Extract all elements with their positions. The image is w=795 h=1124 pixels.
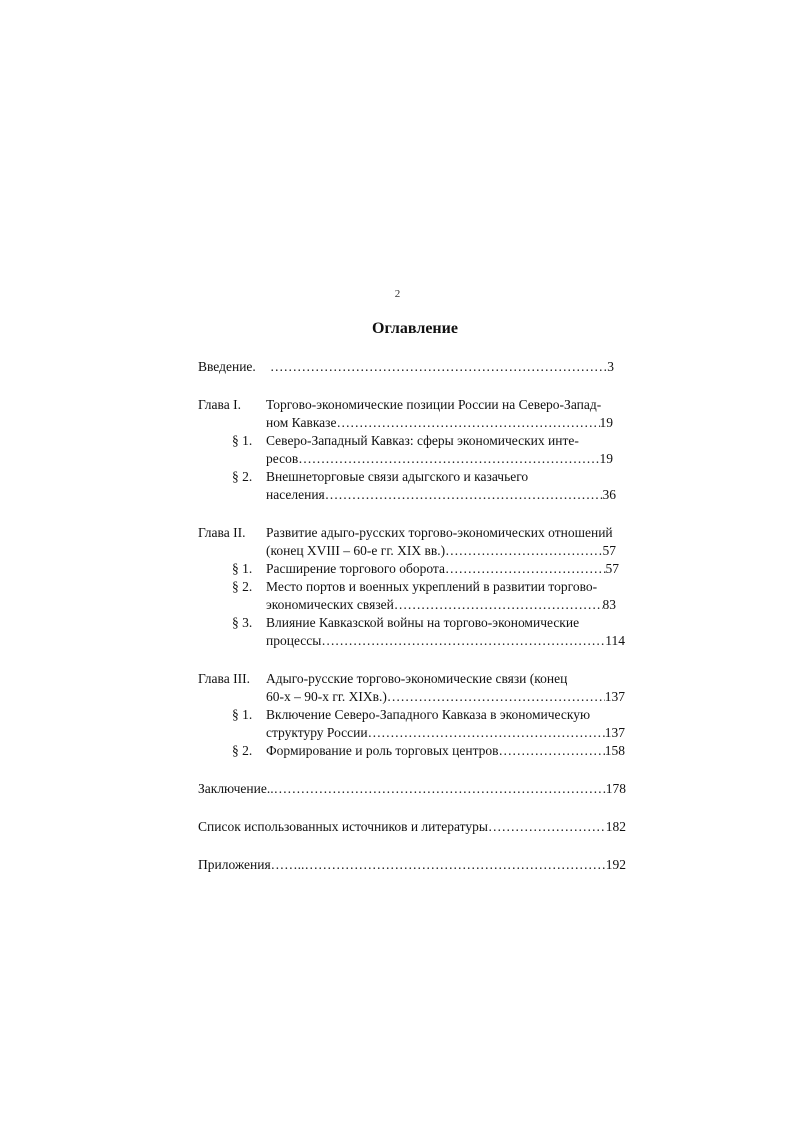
toc-intro-label: Введение.	[198, 359, 256, 374]
toc-ch1-s2-line1[interactable]: Внешнеторговые связи адыгского и казачьего	[266, 469, 529, 484]
toc-ch2-s2-page: 83	[602, 597, 616, 612]
toc-ch2-s2-line2[interactable]: экономических связей ………………………………………………………………………………………………………………………………………………………………………………………………………… 83	[266, 596, 616, 614]
toc-ch3-s2-line1[interactable]: Формирование и роль торговых центров ………………………………………………………………………………………………………………………………………………………………………………………………………… 158	[266, 742, 625, 760]
toc-chapter1-title-line1[interactable]: Торгово-экономические позиции России на Северо-Запад-	[266, 397, 602, 412]
toc-conclusion-page: 178	[605, 781, 626, 796]
toc-chapter2-title-line1[interactable]: Развитие адыго-русских торгово-экономических отношений	[266, 525, 613, 540]
toc-ch3-s1-num: § 1.	[232, 707, 253, 722]
toc-ch2-s3-line1[interactable]: Влияние Кавказской войны на торгово-экономические	[266, 615, 580, 630]
toc-sources[interactable]: Список использованных источников и литературы ………………………………………………………………………………………………………………………………………………………………………………………………………… 182	[198, 818, 626, 836]
toc-ch1-s1-page: 19	[599, 451, 613, 466]
toc-chapter3-title-line2[interactable]: 60-х – 90-х гг. XIXв.) ………………………………………………………………………………………………………………………………………………………………………………………………………… 137	[266, 688, 625, 706]
toc-chapter1-title-line2[interactable]: ном Кавказе ………………………………………………………………………………………………………………………………………………………………………………………………………… 19	[266, 414, 613, 432]
toc-ch1-s1-line1[interactable]: Северо-Западный Кавказ: сферы экономических инте-	[266, 433, 579, 448]
toc-ch2-s2-num: § 2.	[232, 579, 253, 594]
toc-ch1-s2-page: 36	[602, 487, 616, 502]
toc-chapter1-page: 19	[599, 415, 613, 430]
toc-ch3-s1-page: 137	[604, 725, 625, 740]
toc-appendix-page: 192	[605, 857, 626, 872]
toc-ch2-s3-page: 114	[605, 633, 625, 648]
toc-ch2-s1-line1[interactable]: Расширение торгового оборота ………………………………………………………………………………………………………………………………………………………………………………………………………… 57	[266, 560, 619, 578]
toc-ch3-s2-num: § 2.	[232, 743, 253, 758]
toc-ch2-s2-line1[interactable]: Место портов и военных укреплений в развитии торгово-	[266, 579, 598, 594]
toc-ch2-s1-num: § 1.	[232, 561, 253, 576]
page-number: 2	[394, 288, 401, 300]
toc-chapter3-page: 137	[604, 689, 625, 704]
toc-chapter3-title-line1[interactable]: Адыго-русские торгово-экономические связи (конец	[266, 671, 568, 686]
toc-chapter2-page: 57	[602, 543, 616, 558]
toc-ch2-s3-num: § 3.	[232, 615, 253, 630]
toc-intro-leader[interactable]	[270, 358, 614, 376]
toc-ch3-s1-line1[interactable]: Включение Северо-Западного Кавказа в экономическую	[266, 707, 591, 722]
toc-ch3-s1-line2[interactable]: структуру России ………………………………………………………………………………………………………………………………………………………………………………………………………… 137	[266, 724, 625, 742]
toc-chapter2-label: Глава II.	[198, 525, 246, 540]
toc-ch1-s2-line2[interactable]: населения ………………………………………………………………………………………………………………………………………………………………………………………………………… 36	[266, 486, 616, 504]
toc-ch1-s1-num: § 1.	[232, 433, 253, 448]
toc-ch1-s2-num: § 2.	[232, 469, 253, 484]
toc-chapter2-title-line2[interactable]: (конец XVIII – 60-е гг. XIX вв.) ………………………………………………………………………………………………………………………………………………………………………………………………………… 57	[266, 542, 616, 560]
toc-intro-page: 3	[607, 359, 614, 374]
toc-conclusion[interactable]: Заключение.. ………………………………………………………………………………………………………………………………………………………………………………………………………… 178	[198, 780, 626, 798]
toc-ch2-s3-line2[interactable]: процессы ………………………………………………………………………………………………………………………………………………………………………………………………………… 114	[266, 632, 625, 650]
toc-sources-page: 182	[605, 819, 626, 834]
toc-chapter1-label: Глава I.	[198, 397, 241, 412]
toc-ch1-s1-line2[interactable]: ресов ………………………………………………………………………………………………………………………………………………………………………………………………………… 19	[266, 450, 613, 468]
toc-appendix[interactable]: Приложения…….. ………………………………………………………………………………………………………………………………………………………………………………………………………… 192	[198, 856, 626, 874]
toc-ch3-s2-page: 158	[604, 743, 625, 758]
toc-chapter3-label: Глава III.	[198, 671, 250, 686]
page-title: Оглавление	[372, 320, 458, 337]
toc-ch2-s1-page: 57	[605, 561, 619, 576]
